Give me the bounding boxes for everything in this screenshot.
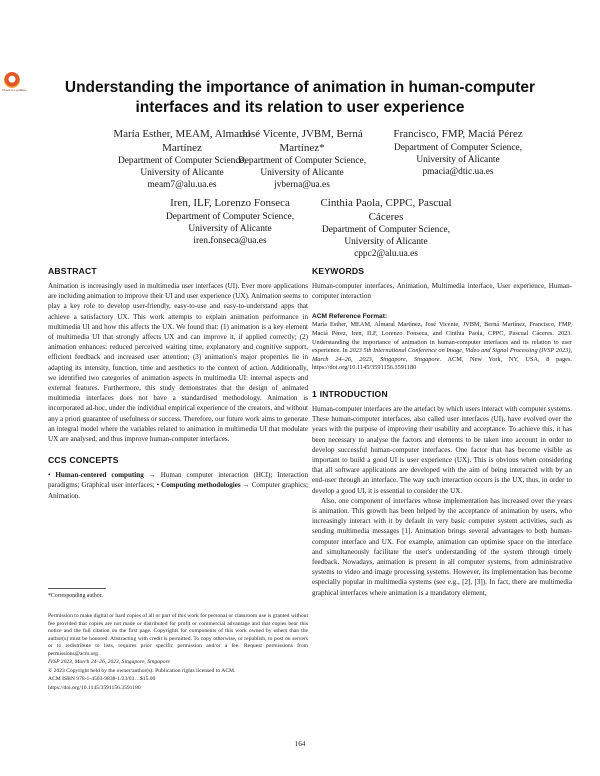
ccs-terms-1: Human computer interaction (HCI); Interaction paradigms; Graphical user interfaces; <box>48 471 309 490</box>
author-block-5 <box>306 197 466 261</box>
page-number: 164 <box>294 740 306 748</box>
copyright-line: © 2023 Copyright held by the owner/author(s). Publication rights licensed to ACM. <box>48 667 236 674</box>
right-column <box>312 266 572 598</box>
check-for-updates-badge[interactable] <box>2 72 27 96</box>
ccs-arrow-1: → <box>143 471 161 480</box>
author-email[interactable]: cppc2@alu.ua.es <box>354 249 418 260</box>
introduction-heading: 1 INTRODUCTION <box>312 388 388 399</box>
ccs-arrow-2: → <box>240 481 252 490</box>
permission-notice: Permission to make digital or hard copies of all or part of this work for personal or classroom use is granted without fee provided that copies are not made or distributed for profit or commercial advantage and that copies bear this notice and the full citation on the first page. Copyrights for components of this work owned by others than the author(s) must be honored. Abstracting with credit is permitted. To copy otherwise, or republish, to post on servers or to redistribute to lists, requires prior specific permission and/or a fee. Request permissions from permissions@acm.org. <box>48 613 308 657</box>
author-email[interactable]: jvberna@ua.es <box>274 180 330 191</box>
abstract-heading: ABSTRACT <box>48 266 97 276</box>
reference-authors: María Esther, MEAM, Almaral Martínez, José Vicente, JVBM, Berná Martínez, Francisco, FMP, Maciá Pérez, Iren, ILF, Lorenzo Fonseca, and Cinthia Paola, CPPC, Pascual Cáceres. 2023. Understanding the importance of animation in human-computer interfaces and its relation to user experience. In <box>312 321 572 355</box>
badge-label: Check for updates <box>2 88 27 92</box>
author-univ: University of Alicante <box>416 154 500 165</box>
doi-link[interactable]: https://doi.org/10.1145/3591156.3591180 <box>48 684 141 691</box>
author-name: Francisco, FMP, Maciá Pérez <box>393 128 523 140</box>
left-column <box>48 266 308 501</box>
intro-paragraph-1: Human-computer interfaces are the artefact by which users interact with computer systems. These human-computer interfaces, also called user interfaces (UI), have evolved over the years with the purpose of improving their usability and acceptance. To achieve this, it has been necessary to analyse the factors and elements to be taken into account in order to develop successful human-computer interfaces. One factor that has become visible as important to build a good UI is user experience (UX). This is obvious when considering that all software applications are developed with the aim of being interacted with by an end-user through an interface. The way such interaction occurs is the UX, thus, in order to develop a good UI, it is essential to consider the UX. <box>312 404 572 495</box>
update-badge-icon <box>4 72 20 88</box>
author-block-4 <box>150 197 310 247</box>
author-name-cont: Cáceres <box>368 210 404 223</box>
ccs-bullet: • <box>48 471 51 480</box>
author-name-cont: Martínez* <box>279 141 325 154</box>
abstract-text: Animation is increasingly used in multimedia user interfaces (UI). Ever more applications are including animation to improve their UI and user experience (UX). Animation seems to play a key role to develop user-friendly, easy-to-use and easy-to-understand apps that achieve a satisfactory UX. This work attempts to explain animation performance in multimedia UI and how this affects the UX. We found that: (1) animation is a key element of multimedia UI that strongly affects UX and can improve it, if applied correctly; (2) animation enhances: reduced perceived waiting time, explanatory and cognitive support, efficient feedback and increased user attention; (3) animation's major properties lie in adapting its intensity, function, time and aesthetics to the context of action. Additionally, we identified two categories of animation aspects in multimedia UI: internal aspects and external features. Furthermore, this study demonstrates that the design of animated multimedia interfaces does not have a standardised methodology. Animation is incorporated ad-hoc, under the individual empirical experience of the creators, and without any a priori guarantee of usefulness or success. Therefore, our future work aims to generate an integral model where the variables related to animation in multimedia UI that modulate UX are analysed, and thus improve human-computer interfaces. <box>48 282 308 444</box>
author-block-2 <box>222 128 382 192</box>
footnote-rule <box>48 588 106 589</box>
author-dept: Department of Computer Science, <box>165 211 295 222</box>
author-univ: University of Alicante <box>188 223 272 234</box>
author-name: María Esther, MEAM, Almaral <box>113 128 251 140</box>
author-name-cont: Martínez <box>162 141 202 154</box>
reference-heading: ACM Reference Format: <box>312 313 388 321</box>
corresponding-author-note: *Corresponding author. <box>48 593 103 599</box>
reference-venue: 2023 5th International Conference on Image, Video and Signal Processing (IVSP 2023), March 24–26, 2023, Singapore, Singapore. <box>312 347 573 363</box>
keywords-heading: KEYWORDS <box>312 266 365 276</box>
author-block-3 <box>372 128 544 178</box>
footnote-area <box>48 588 308 692</box>
author-name: Cinthia Paola, CPPC, Pascual <box>320 197 452 209</box>
author-dept: Department of Computer Science, <box>321 225 451 235</box>
venue-line: IVSP 2023, March 24–26, 2023, Singapore, Singapore <box>48 659 171 665</box>
intro-paragraph-2: Also, one component of interfaces whose implementation has increased over the years is animation. This growth has been helped by the acceptance of animation by users, who increasingly interact with it by default in very basic computer system activities, such as sending multimedia messages [1]. Animation brings several advantages to both human-computer interface and UX. For example, animation can optimise space on the interface and simultaneously facilitate the user's understanding of the system through timely feedback. Nowadays, animation is present in all computer systems, from administrative systems to video and image processing systems. However, its implementation has become especially popular in multimedia systems (see e.g., [2], [3]). In fact, there are multimedia graphical interfaces where animation is a mandatory element, <box>312 496 572 597</box>
ccs-text <box>48 470 308 501</box>
title-line-2: interfaces and its relation to user experience <box>135 99 465 116</box>
ccs-bullet-2: • <box>154 481 162 490</box>
paper-title <box>40 78 560 118</box>
author-univ: University of Alicante <box>344 237 428 248</box>
author-dept: Department of Computer Science, <box>393 142 523 153</box>
ccs-heading: CCS CONCEPTS <box>48 455 119 466</box>
author-univ: University of Alicante <box>140 168 224 179</box>
keywords-text: Human-computer interfaces, Animation, Multimedia interface, User experience, Human-computer interaction <box>312 282 572 301</box>
isbn-line: ACM ISBN 978-1-4503-9838-1/23/03…$15.00 <box>48 676 156 682</box>
author-univ: University of Alicante <box>260 168 344 179</box>
author-email[interactable]: meam7@alu.ua.es <box>147 180 217 191</box>
author-dept: Department of Computer Science, <box>117 156 247 166</box>
author-name: Iren, ILF, Lorenzo Fonseca <box>170 197 290 209</box>
ccs-terms-2: Computer graphics; Animation. <box>48 481 309 500</box>
title-line-1: Understanding the importance of animation in human-computer <box>64 79 536 96</box>
author-email[interactable]: iren.fonseca@ua.es <box>193 235 267 246</box>
author-email[interactable]: pmacia@dtic.ua.es <box>422 166 494 177</box>
author-name: José Vicente, JVBM, Berná <box>241 128 363 140</box>
ccs-concept-2: Computing methodologies <box>161 481 241 490</box>
author-dept: Department of Computer Science, <box>237 156 367 166</box>
reference-text <box>312 321 572 373</box>
ccs-concept-1: Human-centered computing <box>55 471 144 480</box>
reference-publisher: ACM, New York, NY, USA, 8 pages. https://doi.org/10.1145/3591156.3591180 <box>312 355 572 372</box>
